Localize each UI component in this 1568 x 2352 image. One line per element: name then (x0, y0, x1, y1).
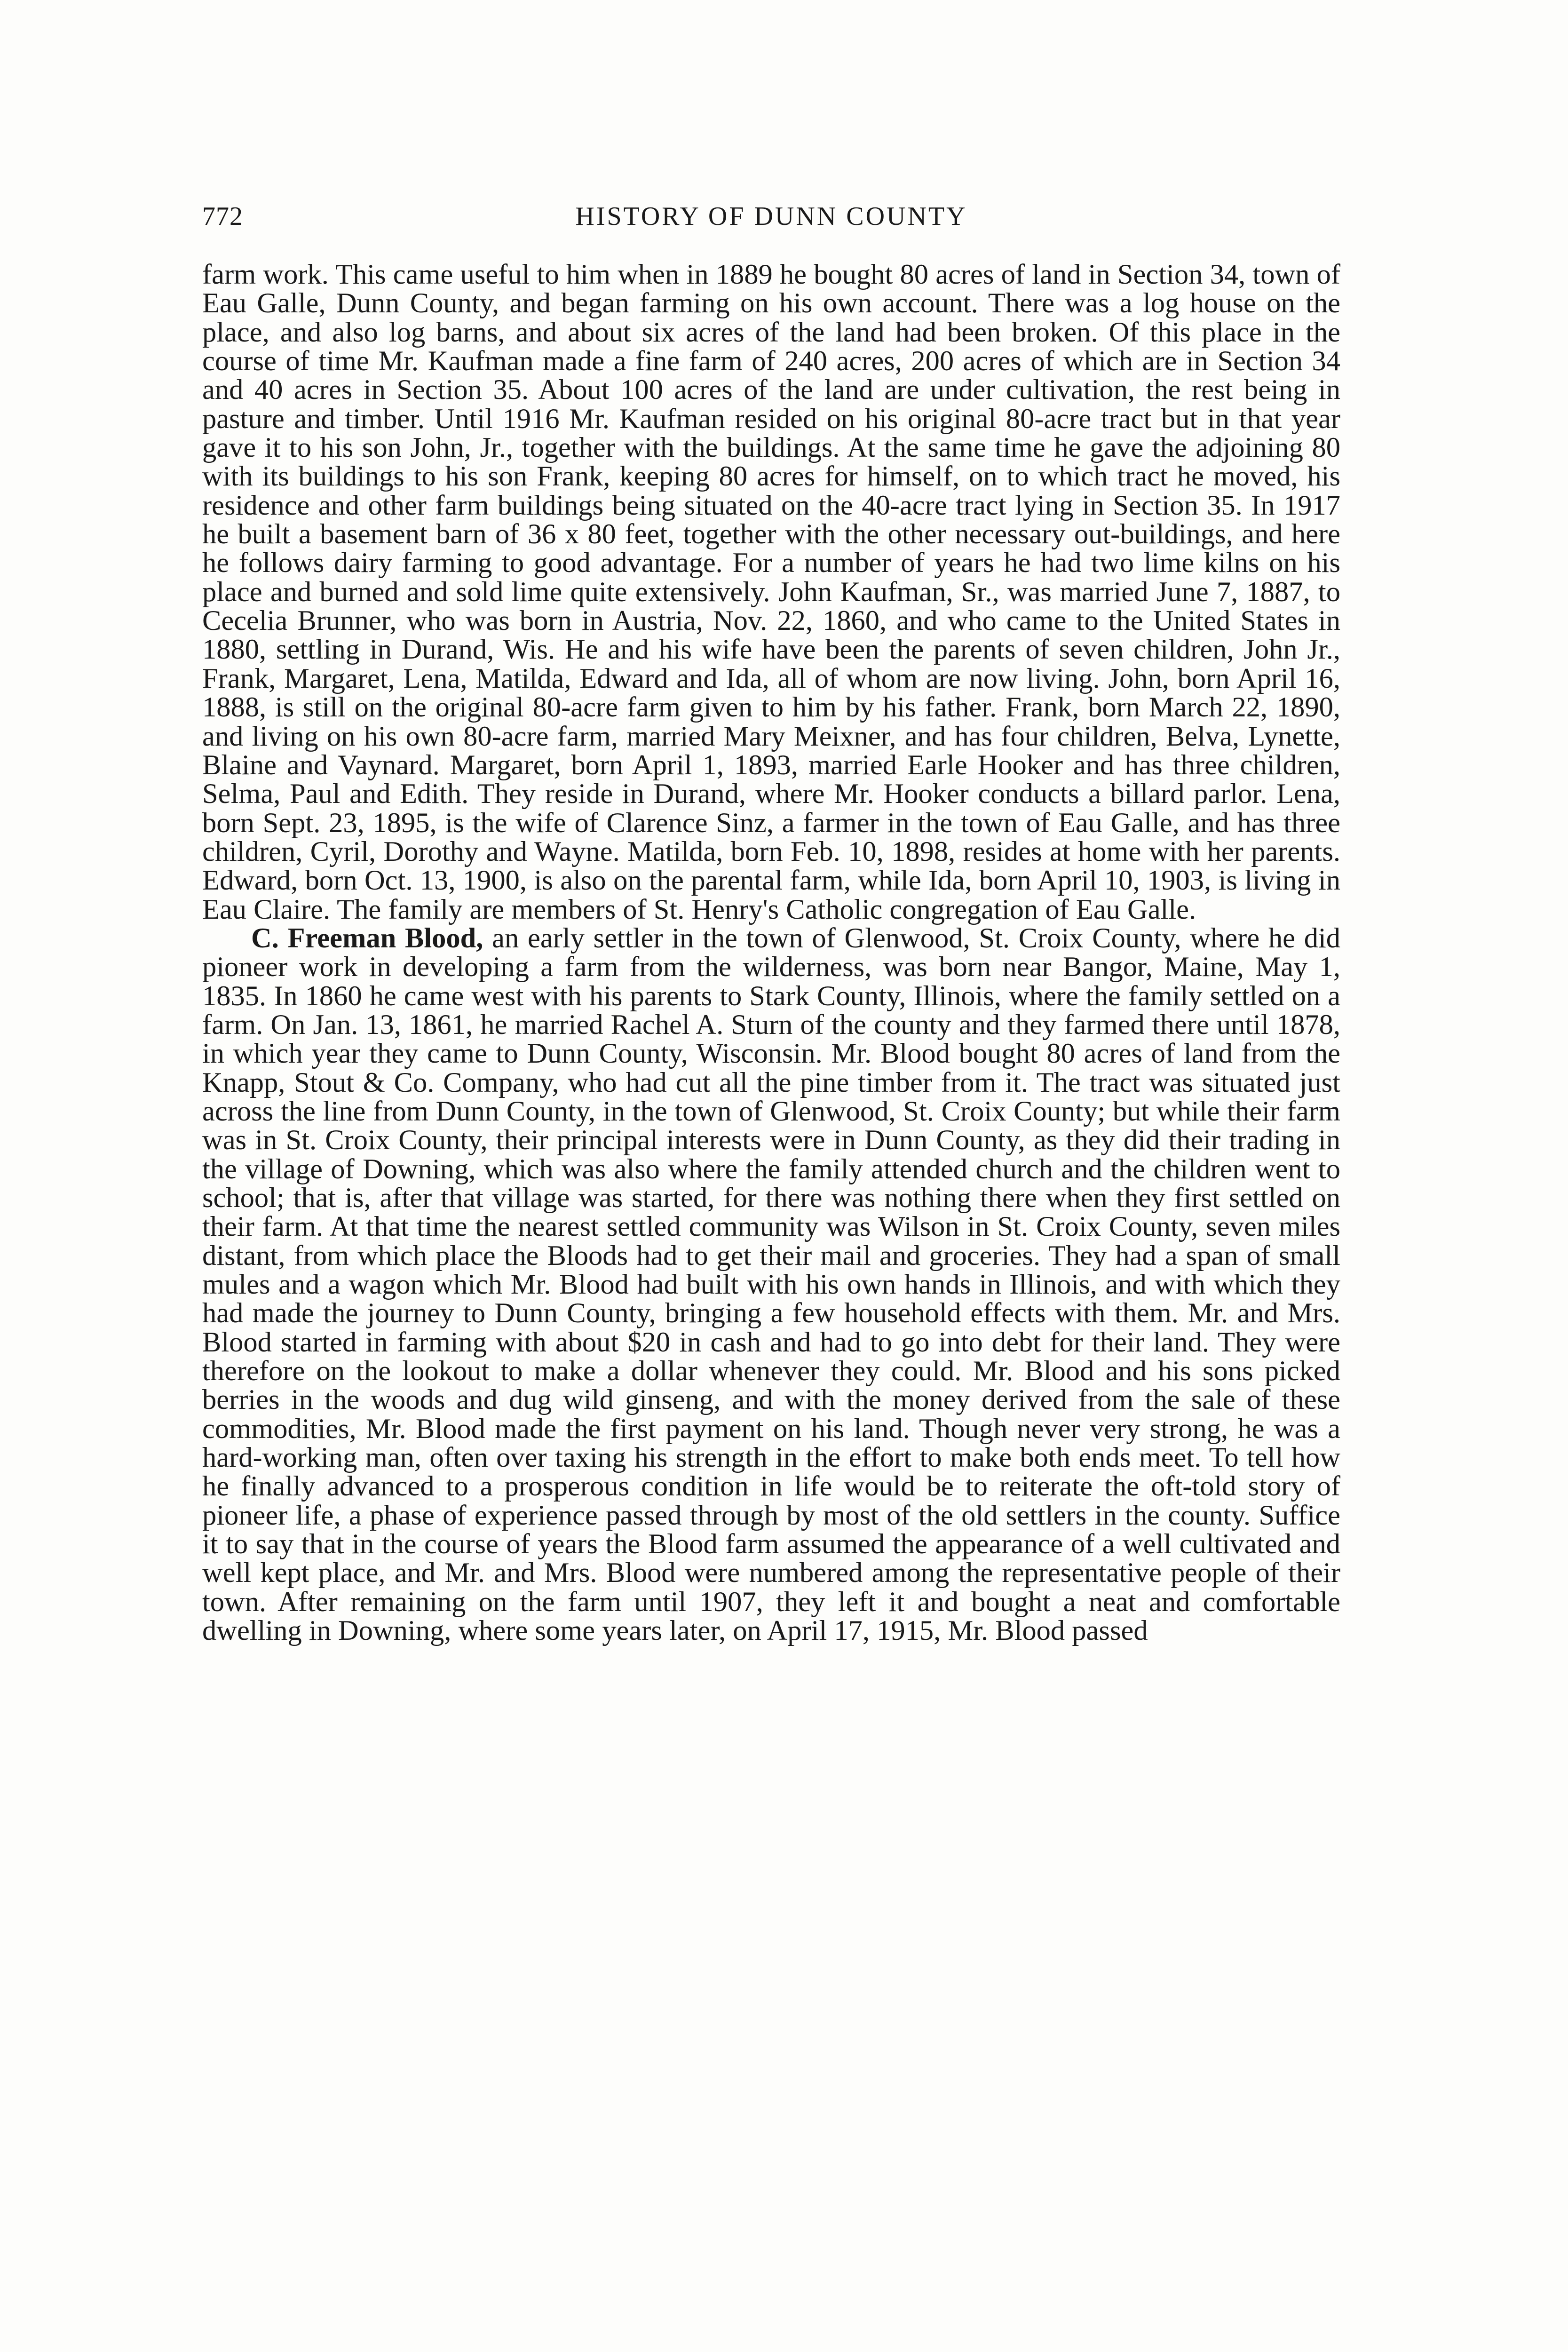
paragraph-blood-biography (202, 924, 1340, 1645)
paragraph-text: farm work. This came useful to him when in 1889 he bought 80 acres of land in Section 34, town of Eau Galle, Dunn County, and began farming on his own account. There was a log house on the place, and also log barns, and about six acres of the land had been broken. Of this place in the course of time Mr. Kaufman made a fine farm of 240 acres, 200 acres of which are in Section 34 and 40 acres in Section 35. About 100 acres of the land are under cultivation, the rest being in pasture and timber. Until 1916 Mr. Kaufman resided on his original 80-acre tract but in that year gave it to his son John, Jr., together with the buildings. At the same time he gave the adjoining 80 with its buildings to his son Frank, keeping 80 acres for himself, on to which tract he moved, his residence and other farm buildings being situated on the 40-acre tract lying in Section 35. In 1917 he built a basement barn of 36 x 80 feet, together with the other necessary out-buildings, and here he follows dairy farming to good advantage. For a number of years he had two lime kilns on his place and burned and sold lime quite extensively. John Kaufman, Sr., was married June 7, 1887, to Cecelia Brunner, who was born in Austria, Nov. 22, 1860, and who came to the United States in 1880, settling in Durand, Wis. He and his wife have been the parents of seven children, John Jr., Frank, Margaret, Lena, Matilda, Edward and Ida, all of whom are now living. John, born April 16, 1888, is still on the original 80-acre farm given to him by his father. Frank, born March 22, 1890, and living on his own 80-acre farm, married Mary Meixner, and has four children, Belva, Lynette, Blaine and Vaynard. Margaret, born April 1, 1893, married Earle Hooker and has three children, Selma, Paul and Edith. They reside in Durand, where Mr. Hooker conducts a billard parlor. Lena, born Sept. 23, 1895, is the wife of Clarence Sinz, a farmer in the town of Eau Galle, and has three children, Cyril, Dorothy and Wayne. Matilda, born Feb. 10, 1898, resides at home with her parents. Edward, born Oct. 13, 1900, is also on the parental farm, while Ida, born April 10, 1903, is living in Eau Claire. The family are members of St. Henry's Catholic congregation of Eau Galle. (202, 259, 1340, 925)
page-number: 772 (202, 202, 243, 231)
running-title: HISTORY OF DUNN COUNTY (575, 202, 967, 231)
paragraph-kaufman-continued (202, 260, 1340, 924)
paragraph-text: an early settler in the town of Glenwood, St. Croix County, where he did pioneer work in developing a farm from the wilderness, was born near Bangor, Maine, May 1, 1835. In 1860 he came west with his parents to Stark County, Illinois, where the family settled on a farm. On Jan. 13, 1861, he married Rachel A. Sturn of the county and they farmed there until 1878, in which year they came to Dunn County, Wisconsin. Mr. Blood bought 80 acres of land from the Knapp, Stout & Co. Company, who had cut all the pine timber from it. The tract was situated just across the line from Dunn County, in the town of Glenwood, St. Croix County; but while their farm was in St. Croix County, their principal interests were in Dunn County, as they did their trading in the village of Downing, which was also where the family attended church and the children went to school; that is, after that village was started, for there was nothing there when they first settled on their farm. At that time the nearest settled community was Wilson in St. Croix County, seven miles distant, from which place the Bloods had to get their mail and groceries. They had a span of small mules and a wagon which Mr. Blood had built with his own hands in Illinois, and with which they had made the journey to Dunn County, bringing a few household effects with them. Mr. and Mrs. Blood started in farming with about $20 in cash and had to go into debt for their land. They were therefore on the lookout to make a dollar whenever they could. Mr. Blood and his sons picked berries in the woods and dug wild ginseng, and with the money derived from the sale of these commodities, Mr. Blood made the first payment on his land. Though never very strong, he was a hard-working man, often over taxing his strength in the effort to make both ends meet. To tell how he finally advanced to a prosperous condition in life would be to reiterate the oft-told story of pioneer life, a phase of experience passed through by most of the old settlers in the county. Suffice it to say that in the course of years the Blood farm assumed the appearance of a well cultivated and well kept place, and Mr. and Mrs. Blood were numbered among the representative people of their town. After remaining on the farm until 1907, they left it and bought a neat and comfortable dwelling in Downing, where some years later, on April 17, 1915, Mr. Blood passed (202, 922, 1341, 1647)
running-header (202, 201, 1340, 239)
biography-subject-name: C. Freeman Blood, (251, 922, 483, 954)
body-text (202, 260, 1340, 1645)
